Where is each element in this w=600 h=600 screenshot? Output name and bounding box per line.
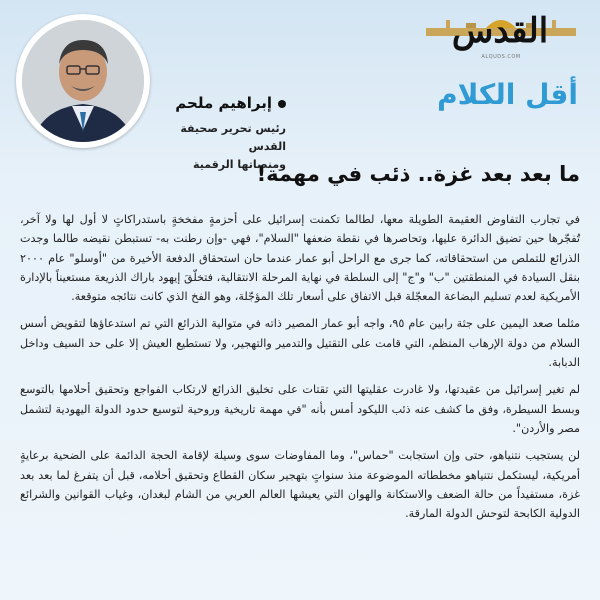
section-title: أقل الكلام <box>437 78 578 111</box>
author-portrait-icon <box>22 20 144 142</box>
article-headline: ما بعد بعد غزة.. ذئب في مهمة! <box>256 162 580 186</box>
newspaper-logo: القدس <box>451 11 549 51</box>
bullet-icon <box>278 100 286 108</box>
logo-domain: ALQUDS.COM <box>481 54 521 60</box>
author-role-line2: ومنصاتها الرقمية <box>193 158 286 171</box>
author-role-line1: رئيس تحرير صحيفة القدس <box>180 122 286 153</box>
author-name <box>156 94 286 112</box>
article-paragraph: لن يستجيب نتنياهو، حتى وإن استجابت "حماس"، وما المفاوضات سوى وسيلة لإقامة الحجة الدائمة على الضحية برعايةٍ أمريكية، ليستكمل نتنياهو مخططاته الموضوعة منذ سنواتٍ بتهجير سكان القطاع وتحقيق أحلامه، قبل أن يتفرغ لما بعد بعد غزة، مستفيداً من حالة الضعف والاستكانة والهوان التي يعيشها العالم العربي من الشام لبغدان، وغياب القوانين والشرائع الدولية الكابحة لتوحش الدولة المارقة. <box>20 449 580 521</box>
author-name-text: إبراهيم ملحم <box>175 94 272 112</box>
article-paragraph: في تجارب التفاوض العقيمة الطويلة معها، لطالما تكمنت إسرائيل على أحزمةٍ مفخخةٍ باستدراكاتٍ لا أول لها ولا آخر، تُفجّرها حين تضيق الدائرة عليها، وتحاصرها في نقطة ضعفها "السلام"، فهي -وإن رطنت به- تستبطن نقيضه طالما وجدت الذرائع للتملص من استحقاقاته، كما جرى مع الراحل أبو عمار عندما حان استحقاق الدفعة الأخيرة من "أوسلو" عام ٢٠٠٠ بنقل السيادة في المنطقتين "ب" و"ج" إلى السلطة في نهاية المرحلة الانتقالية، فتخلّقَ إيهود باراك الذريعة مستعيناً بالإدارة الأمريكية لعدم تسليم البضاعة المعجّلة قبل الاتفاق على أسعار تلك المؤجّلة، وهو الفخ الذي كانت نتائجه متوقعة. <box>20 213 580 304</box>
article-body <box>20 210 580 531</box>
article-paragraph: مثلما صعد اليمين على جثة رابين عام ٩٥، واجه أبو عمار المصير ذاته في متوالية الذرائع التي تم استدعاؤها لتقويض أسس السلام من دولة الإرهاب المنظم، التي قامت على التقتيل والتدمير والتهجير، ولا تستطيع العيش إلا على حد السيف وداخل الدبابة. <box>20 317 580 370</box>
author-avatar <box>22 20 144 142</box>
article-paragraph: لم تغير إسرائيل من عقيدتها، ولا غادرت عقليتها التي تقتات على تخليق الذرائع لارتكاب الفواجع وتحقيق أحلامها بالتوسع وبسط السيطرة، وفق ما كشف عنه ذئب الليكود أمس بأنه "في مهمة تاريخية وروحية لتوسيع حدود الدولة اليهودية لتشمل مصر والأردن". <box>20 383 580 435</box>
